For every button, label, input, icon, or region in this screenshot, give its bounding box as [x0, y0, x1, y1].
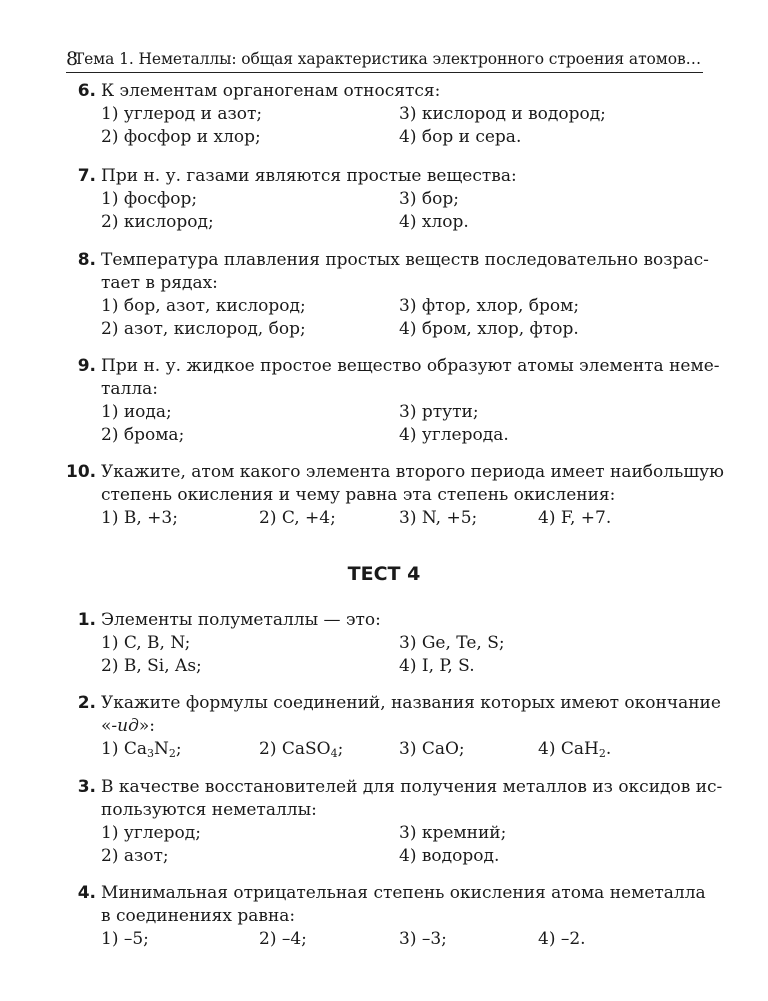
- question-number: 3.: [77, 777, 96, 797]
- option-1: 1) углерод;: [101, 823, 201, 843]
- formula-part: 4) CaH: [538, 739, 599, 759]
- option-4: 4) хлор.: [399, 212, 469, 232]
- question-text: В качестве восстановителей для получения металлов из оксидов ис-: [101, 777, 723, 797]
- formula-part: N: [154, 739, 169, 759]
- subscript: 2: [598, 747, 606, 760]
- option-3: 3) кислород и водород;: [399, 104, 606, 124]
- question-number: 1.: [77, 610, 96, 630]
- option-2: 2) азот, кислород, бор;: [101, 319, 306, 339]
- colon: :: [149, 716, 156, 736]
- option-1: 1) углерод и азот;: [101, 104, 263, 124]
- option-2: 2) B, Si, As;: [101, 656, 202, 676]
- question-text-cont: тает в рядах:: [101, 273, 218, 293]
- question-10: [66, 461, 724, 530]
- option-2: [259, 738, 343, 761]
- question-text: К элементам органогенам относятся:: [101, 81, 441, 101]
- option-4: 4) водород.: [399, 846, 500, 866]
- option-3: 3) бор;: [399, 189, 459, 209]
- question-8: [66, 249, 709, 341]
- question-text-cont: пользуются неметаллы:: [101, 800, 317, 820]
- formula-part: 2) CaSO: [259, 739, 331, 759]
- question-number: 8.: [77, 250, 96, 270]
- quote-open: «: [101, 716, 112, 736]
- running-header: [66, 48, 703, 73]
- question-number: 6.: [77, 81, 96, 101]
- option-3: 3) фтор, хлор, бром;: [399, 296, 580, 316]
- question-text: При н. у. жидкое простое вещество образуют атомы элемента неме-: [101, 356, 720, 376]
- option-3: 3) N, +5;: [399, 508, 478, 528]
- question-text-cont: [101, 715, 703, 738]
- option-3: 3) кремний;: [399, 823, 507, 843]
- test-4-title: ТЕСТ 4: [347, 563, 421, 585]
- formula-part: ;: [175, 739, 182, 759]
- question-text-cont: степень окисления и чему равна эта степень окисления:: [101, 485, 616, 505]
- test4-question-4: [66, 882, 706, 951]
- option-2: 2) кислород;: [101, 212, 214, 232]
- option-3: 3) –3;: [399, 929, 447, 949]
- test4-question-1: [66, 609, 703, 678]
- option-2: 2) брома;: [101, 425, 185, 445]
- question-text: Температура плавления простых веществ последовательно возрас-: [101, 250, 709, 270]
- formula-part: 1) Ca: [101, 739, 147, 759]
- option-4: 4) бром, хлор, фтор.: [399, 319, 579, 339]
- running-title: Тема 1. Неметаллы: общая характеристика электронного строения атомов…: [73, 50, 701, 68]
- test4-question-2: [66, 692, 721, 761]
- option-1: 1) C, B, N;: [101, 633, 191, 653]
- option-1: 1) иода;: [101, 402, 172, 422]
- question-number: 2.: [77, 693, 96, 713]
- question-number: 9.: [77, 356, 96, 376]
- option-2: 2) азот;: [101, 846, 169, 866]
- option-4: 4) бор и сера.: [399, 127, 522, 147]
- option-2: 2) –4;: [259, 929, 307, 949]
- option-4: 4) F, +7.: [538, 508, 612, 528]
- option-3: 3) Ge, Te, S;: [399, 633, 505, 653]
- question-text-cont: в соединениях равна:: [101, 906, 296, 926]
- option-2: 2) C, +4;: [259, 508, 336, 528]
- test4-question-3: [66, 776, 723, 868]
- option-1: [101, 738, 182, 761]
- option-1: 1) –5;: [101, 929, 149, 949]
- formula-part: ;: [337, 739, 344, 759]
- option-1: 1) фосфор;: [101, 189, 198, 209]
- option-4: 4) –2.: [538, 929, 586, 949]
- page-number: 8: [66, 48, 79, 70]
- option-4: 4) углерода.: [399, 425, 509, 445]
- question-number: 7.: [77, 166, 96, 186]
- option-4: 4) I, P, S.: [399, 656, 475, 676]
- question-7: [66, 165, 703, 234]
- quote-close: »: [138, 716, 150, 736]
- question-number: 4.: [77, 883, 96, 903]
- question-text: Укажите, атом какого элемента второго периода имеет наибольшую: [101, 462, 724, 482]
- subscript: 2: [168, 747, 176, 760]
- option-1: 1) бор, азот, кислород;: [101, 296, 306, 316]
- option-1: 1) B, +3;: [101, 508, 178, 528]
- option-3: 3) ртути;: [399, 402, 479, 422]
- ending-term: -ид: [111, 716, 139, 736]
- question-6: [66, 80, 703, 149]
- option-2: 2) фосфор и хлор;: [101, 127, 261, 147]
- question-9: [66, 355, 720, 447]
- formula-part: .: [605, 739, 612, 759]
- subscript: 3: [147, 747, 154, 760]
- question-number: 10.: [66, 462, 97, 482]
- option-3: 3) CaO;: [399, 739, 465, 759]
- question-text: Укажите формулы соединений, названия которых имеют окончание: [101, 693, 721, 713]
- question-text: При н. у. газами являются простые вещества:: [101, 166, 517, 186]
- question-text: Элементы полуметаллы — это:: [101, 610, 381, 630]
- subscript: 4: [330, 747, 338, 760]
- question-text: Минимальная отрицательная степень окисления атома неметалла: [101, 883, 706, 903]
- question-text-cont: талла:: [101, 379, 159, 399]
- option-4: [538, 738, 611, 761]
